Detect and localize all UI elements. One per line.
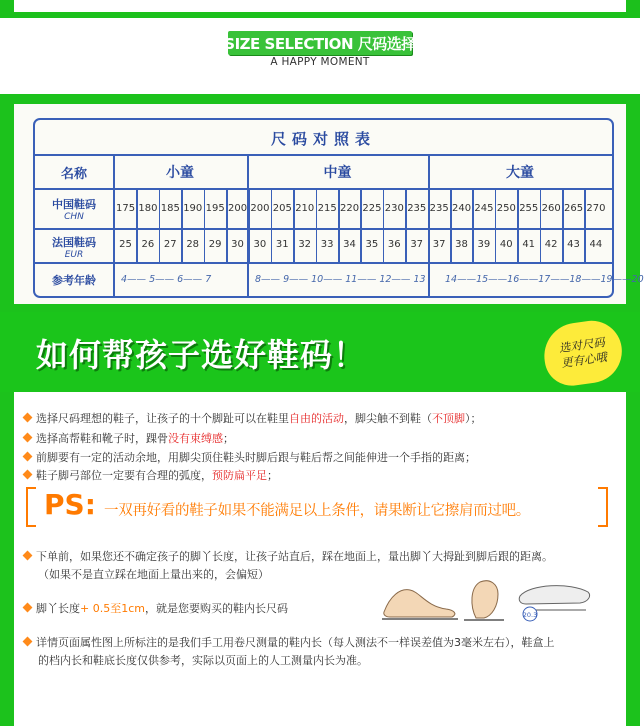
- ps-label: PS:: [44, 488, 96, 521]
- tip-item: [24, 410, 482, 426]
- eur-size-cell: 33: [320, 239, 334, 250]
- tip-highlight: 自由的活动: [289, 412, 344, 425]
- eur-sublabel: EUR: [64, 250, 84, 260]
- eur-size-cell: 25: [119, 239, 132, 250]
- cn-size-cell: 185: [160, 203, 180, 214]
- right-bracket: [598, 487, 608, 527]
- eur-size-cell: 28: [186, 239, 200, 250]
- bullet-diamond-icon: [23, 637, 33, 647]
- tip-item: [24, 430, 234, 446]
- row-head-eur: [35, 234, 113, 260]
- tip-text: 选择高帮鞋和靴子时，踝骨: [36, 432, 168, 445]
- grid-line: [495, 188, 497, 262]
- tip-highlight: 不顶脚: [432, 412, 465, 425]
- tip-text: ；: [223, 432, 234, 445]
- cn-size-cell: 235: [407, 203, 427, 214]
- eur-size-cell: 27: [163, 239, 177, 250]
- left-bracket: [26, 487, 36, 527]
- cn-size-cell: 205: [272, 203, 292, 214]
- eur-size-cell: 32: [298, 239, 312, 250]
- cn-size-cell: 190: [183, 203, 203, 214]
- tip-text: 选择尺码理想的鞋子，让孩子的十个脚趾可以在鞋里: [36, 412, 289, 425]
- eur-size-cell: 29: [208, 239, 222, 250]
- age-label: 参考年龄: [52, 274, 96, 287]
- tip-text: ）；: [465, 412, 482, 425]
- eur-size-cell: 30: [231, 239, 244, 250]
- eur-size-cell: 35: [365, 239, 379, 250]
- measure-text: 下单前，如果您还不确定孩子的脚丫长度，让孩子站直后，踩在地面上，量出脚丫大拇趾到脚后跟的距离。: [36, 550, 553, 563]
- eur-size-cell: 34: [343, 239, 356, 250]
- ps-text: 一双再好看的鞋子如果不能满足以上条件，请果断让它擦肩而过吧。: [104, 503, 530, 519]
- cn-size-cell: 215: [317, 203, 337, 214]
- grid-line: [562, 188, 564, 262]
- cn-size-cell: 260: [541, 203, 561, 214]
- bullet-diamond-icon: [23, 470, 33, 480]
- grid-line: [450, 188, 452, 262]
- size-selection-title: SIZE SELECTION 尺码选择: [228, 31, 412, 55]
- eur-size-cell: 37: [432, 239, 446, 250]
- cn-size-cell: 245: [474, 203, 494, 214]
- eur-label: 法国鞋码: [52, 236, 96, 249]
- tip-item: [24, 467, 278, 483]
- stamp-line-1: 选对尺码: [558, 334, 606, 356]
- eur-size-cell: 37: [410, 239, 424, 250]
- measure-note: （如果不是直立踩在地面上量出来的，会偏短）: [38, 568, 269, 581]
- header-subtitle: A HAPPY MOMENT: [270, 56, 370, 68]
- age-range-big: 14——15——16——17——18——19——20: [445, 274, 644, 285]
- eur-size-cell: 43: [567, 239, 580, 250]
- banner-title: 如何帮孩子选好鞋码！: [36, 336, 367, 374]
- cn-size-cell: 270: [586, 203, 606, 214]
- foot-measure-illustration: [380, 576, 594, 622]
- grid-line: [35, 188, 612, 190]
- tip-highlight: 没有束缚感: [168, 432, 223, 445]
- cn-size-cell: 265: [564, 203, 584, 214]
- grid-line: [226, 188, 228, 262]
- row-head-cn: [35, 196, 113, 222]
- ruler-label: 20.3: [522, 611, 538, 619]
- side-foot-icon: [382, 590, 458, 619]
- grid-line: [35, 262, 612, 264]
- measure-step-1: [24, 548, 553, 564]
- eur-size-cell: 44: [589, 239, 603, 250]
- measure-highlight: + 0.5至1cm: [80, 602, 145, 615]
- grid-line: [293, 188, 295, 262]
- grid-line: [181, 188, 183, 262]
- size-chart: [33, 118, 644, 298]
- tip-text: ；: [267, 469, 278, 482]
- cn-size-cell: 255: [519, 203, 539, 214]
- cn-label: 中国鞋码: [52, 198, 96, 211]
- size-chart-title: 尺码对照表: [270, 130, 376, 148]
- tip-item: [24, 449, 476, 465]
- tip-text: ，脚尖触不到鞋（: [344, 412, 432, 425]
- cn-size-cell: 225: [362, 203, 382, 214]
- cn-size-cell: 195: [205, 203, 225, 214]
- stamp-line-2: 更有心哦: [560, 349, 608, 371]
- grid-line: [316, 188, 318, 262]
- bullet-diamond-icon: [23, 603, 33, 613]
- top-foot-icon: [464, 581, 504, 620]
- cn-size-cell: 200: [250, 203, 270, 214]
- cn-size-cell: 210: [295, 203, 315, 214]
- tip-highlight: 预防扁平足: [212, 469, 267, 482]
- eur-size-cell: 26: [141, 239, 155, 250]
- eur-size-cell: 42: [544, 239, 558, 250]
- grid-line: [472, 188, 474, 262]
- eur-size-cell: 31: [275, 239, 289, 250]
- eur-size-cell: 40: [499, 239, 513, 250]
- top-white-strip: [14, 0, 626, 12]
- grid-line: [35, 228, 612, 230]
- cn-sublabel: CHN: [64, 212, 84, 222]
- measure-step-3: [24, 634, 555, 650]
- eur-size-cell: 41: [522, 239, 536, 250]
- group-big-kids: 大童: [506, 165, 534, 181]
- eur-size-cell: 36: [387, 239, 401, 250]
- grid-line: [428, 188, 430, 262]
- tip-text: 前脚要有一定的活动余地，用脚尖顶住鞋头时脚后跟与鞋后帮之间能伸进一个手指的距离；: [36, 451, 476, 464]
- measure-note: 的档内长和鞋底长度仅供参考，实际以页面上的人工测量内长为准。: [38, 654, 368, 667]
- grid-line: [136, 188, 138, 262]
- grid-line: [383, 188, 385, 262]
- age-range-small: 4—— 5—— 6—— 7: [121, 274, 212, 285]
- bullet-diamond-icon: [23, 452, 33, 462]
- measure-text: 详情页面属性图上所标注的是我们手工用卷尺测量的鞋内长（每人测法不一样误差值为3毫米左右），鞋盒上: [36, 636, 555, 649]
- grid-line: [540, 188, 542, 262]
- bullet-diamond-icon: [23, 413, 33, 423]
- eur-size-cell: 38: [455, 239, 468, 250]
- group-medium-kids: 中童: [323, 165, 352, 181]
- grid-line: [517, 188, 519, 262]
- ps-callout: [26, 487, 608, 525]
- cn-size-cell: 240: [452, 203, 472, 214]
- tip-text: 鞋子脚弓部位一定要有合理的弧度，: [36, 469, 212, 482]
- grid-line: [159, 188, 161, 262]
- cn-size-cell: 180: [138, 203, 158, 214]
- age-range-medium: 8—— 9—— 10—— 11—— 12—— 13: [255, 274, 426, 285]
- measure-step-2: [24, 600, 288, 616]
- grid-line: [338, 188, 340, 262]
- measure-text: ，就是您要购买的鞋内长尺码: [144, 602, 288, 615]
- grid-line: [405, 188, 407, 262]
- cn-size-cell: 200: [228, 203, 248, 214]
- eur-size-cell: 39: [477, 239, 491, 250]
- size-chart-grid: [35, 154, 644, 298]
- bullet-diamond-icon: [23, 433, 33, 443]
- measure-text: 脚丫长度: [36, 602, 80, 615]
- col-name-header: 名称: [60, 166, 87, 182]
- grid-line: [271, 188, 273, 262]
- row-head-age: [35, 272, 113, 288]
- grid-line: [248, 188, 250, 262]
- cn-size-cell: 250: [496, 203, 516, 214]
- grid-line: [204, 188, 206, 262]
- grid-line: [584, 188, 586, 262]
- grid-line: [360, 188, 362, 262]
- cn-size-cell: 235: [429, 203, 449, 214]
- cn-size-cell: 175: [116, 203, 136, 214]
- eur-size-cell: 30: [253, 239, 267, 250]
- cn-size-cell: 220: [340, 203, 360, 214]
- cn-size-cell: 230: [384, 203, 404, 214]
- group-small-kids: 小童: [166, 165, 194, 181]
- bullet-diamond-icon: [23, 551, 33, 561]
